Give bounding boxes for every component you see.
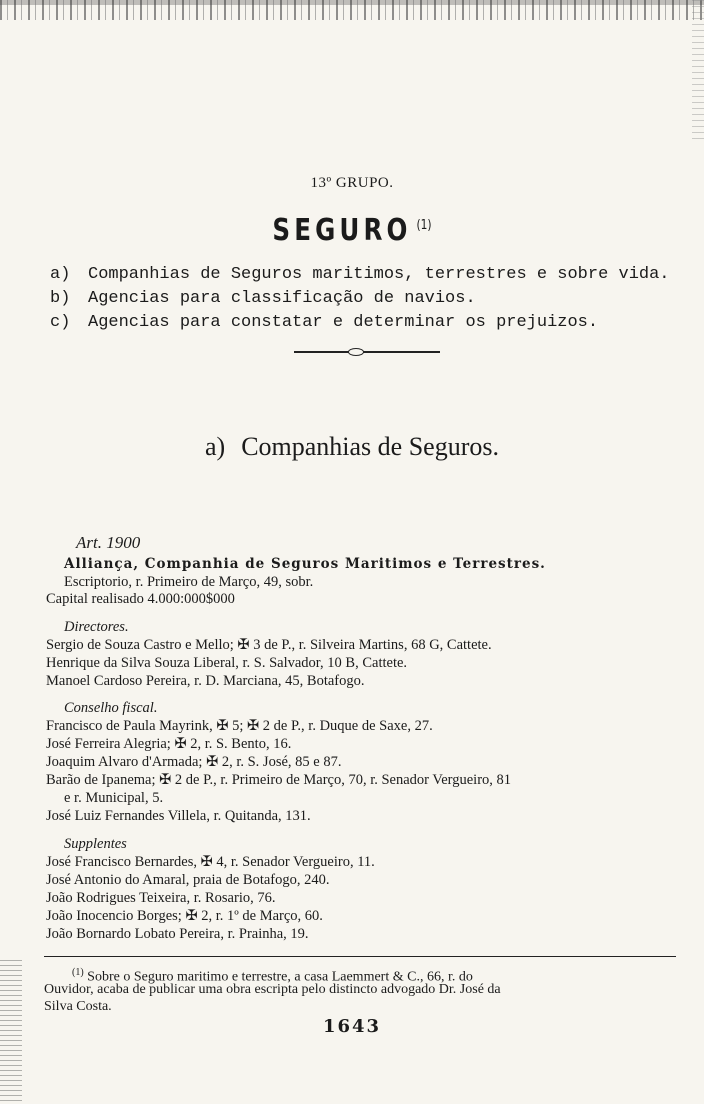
council-line: e r. Municipal, 5. (64, 790, 164, 806)
directors-heading: Directores. (64, 619, 129, 635)
council-line: Joaquim Alvaro d'Armada; ✠ 2, r. S. José, 85 e 87. (46, 754, 342, 770)
page-number: 1643 (322, 1016, 382, 1037)
title-text: SEGURO (272, 213, 412, 248)
council-heading: Conselho fiscal. (64, 700, 158, 716)
category-label: Agencias para classificação de navios. (88, 289, 476, 308)
footnote-line-2: Ouvidor, acaba de publicar uma obra escripta pelo distincto advogado Dr. José da (44, 982, 501, 997)
supplement-line: João Bornardo Lobato Pereira, r. Prainha, 19. (46, 926, 309, 942)
supplement-line: José Antonio do Amaral, praia de Botafogo, 240. (46, 872, 330, 888)
category-label: Companhias de Seguros maritimos, terrestres e sobre vida. (88, 265, 670, 284)
company-name: Alliança, Companhia de Seguros Maritimos e Terrestres. (64, 556, 546, 572)
footnote-mark: (1) (72, 967, 84, 978)
category-key: a) (50, 265, 71, 284)
scan-noise-top (0, 0, 704, 20)
council-line: Barão de Ipanema; ✠ 2 de P., r. Primeiro de Março, 70, r. Senador Vergueiro, 81 (46, 772, 512, 788)
office-address: Escriptorio, r. Primeiro de Março, 49, sobr. (64, 574, 314, 590)
group-heading: 13º GRUPO. (310, 175, 394, 191)
council-line: José Luiz Fernandes Villela, r. Quitanda, 131. (46, 808, 311, 824)
section-heading (0, 432, 704, 462)
director-line: Sergio de Souza Castro e Mello; ✠ 3 de P., r. Silveira Martins, 68 G, Cattete. (46, 637, 492, 653)
capital-line: Capital realisado 4.000:000$000 (46, 591, 235, 607)
footnote-divider (44, 956, 676, 957)
director-line: Henrique da Silva Souza Liberal, r. S. Salvador, 10 B, Cattete. (46, 655, 408, 671)
supplement-line: João Rodrigues Teixeira, r. Rosario, 76. (46, 890, 276, 906)
ornament-rule (294, 351, 440, 353)
section-label: Companhias de Seguros. (241, 432, 499, 461)
ornament-center (348, 348, 364, 356)
title-footnote-mark: (1) (416, 218, 432, 233)
category-item (50, 312, 598, 334)
supplements-heading: Supplentes (64, 836, 127, 852)
footnote-text: Sobre o Seguro maritimo e terrestre, a casa Laemmert & C., 66, r. do (87, 969, 473, 985)
council-line: Francisco de Paula Mayrink, ✠ 5; ✠ 2 de P., r. Duque de Saxe, 27. (46, 718, 433, 734)
section-key: a) (204, 432, 226, 461)
footnote-line-3: Silva Costa. (44, 999, 112, 1014)
scan-noise-right (692, 0, 704, 140)
supplement-line: José Francisco Bernardes, ✠ 4, r. Senador Vergueiro, 11. (46, 854, 375, 870)
director-line: Manoel Cardoso Pereira, r. D. Marciana, 45, Botafogo. (46, 673, 365, 689)
category-key: c) (50, 313, 71, 332)
council-line: José Ferreira Alegria; ✠ 2, r. S. Bento, 16. (46, 736, 292, 752)
supplement-line: João Inocencio Borges; ✠ 2, r. 1º de Março, 60. (46, 908, 323, 924)
article-number: Art. 1900 (76, 533, 141, 552)
category-key: b) (50, 289, 71, 308)
category-label: Agencias para constatar e determinar os prejuizos. (88, 313, 599, 332)
page-title (63, 213, 640, 248)
category-item (50, 288, 476, 310)
category-item (50, 264, 670, 286)
